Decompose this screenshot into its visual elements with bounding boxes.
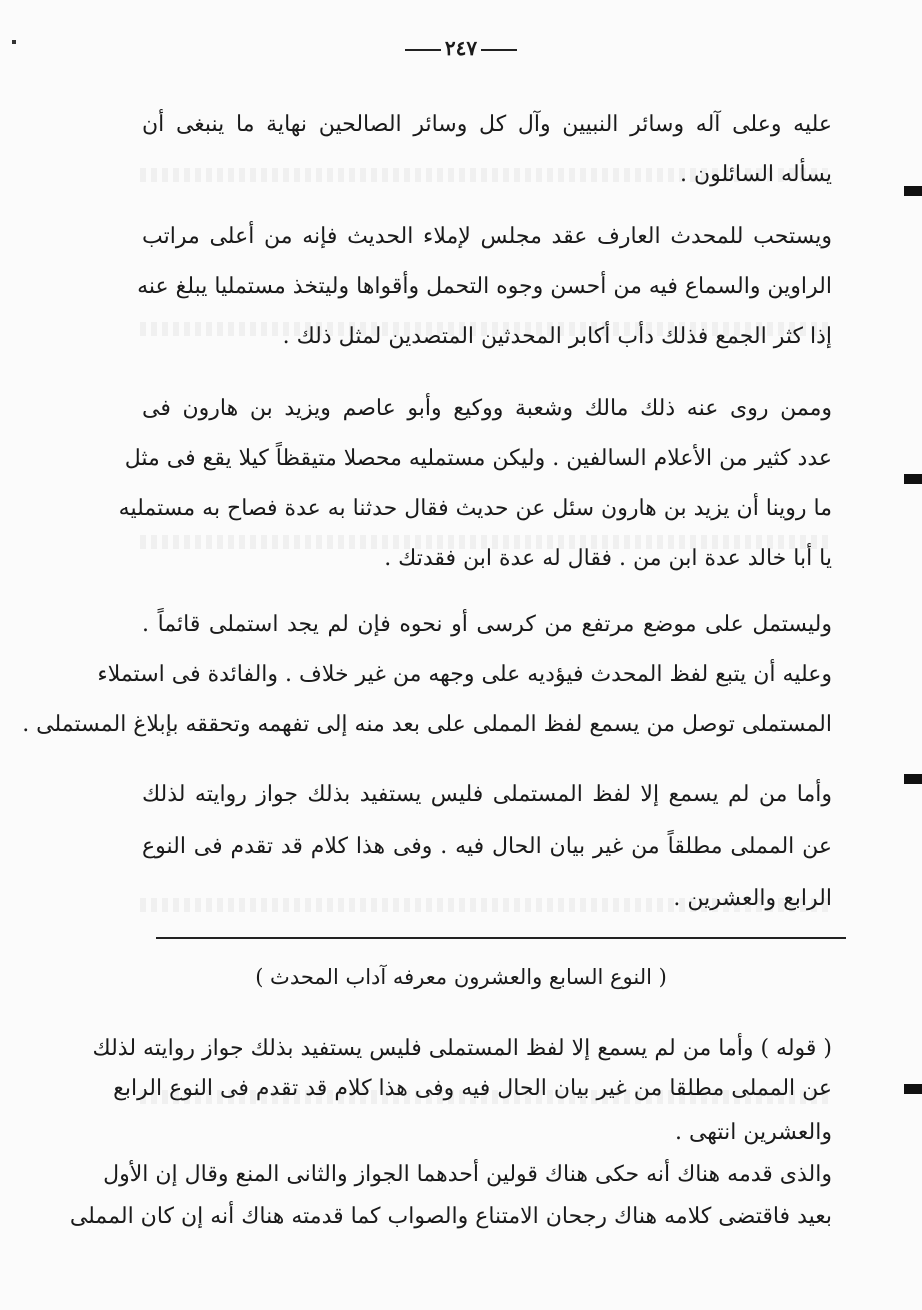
body-line: وليستمل على موضع مرتفع من كرسى أو نحوه فإن لم يجد استملى قائماً . xyxy=(142,612,832,637)
body-line: الراوين والسماع فيه من أحسن وجوه التحمل وأقواها وليتخذ مستمليا يبلغ عنه xyxy=(137,274,832,299)
section-heading: ( النوع السابع والعشرون معرفه آداب المحدث ) xyxy=(255,965,667,989)
page-number-text: ٢٤٧ xyxy=(444,36,478,60)
body-line: عن المملى مطلقاً من غير بيان الحال فيه . وفى هذا كلام قد تقدم فى النوع xyxy=(142,834,832,859)
body-line: ما روينا أن يزيد بن هارون سئل عن حديث فقال حدثنا به عدة فصاح به مستمليه xyxy=(118,496,832,521)
commentary-line: والعشرين انتهى . xyxy=(674,1120,832,1145)
body-line: إذا كثر الجمع فذلك دأب أكابر المحدثين المتصدين لمثل ذلك . xyxy=(282,324,832,349)
scan-edge-mark xyxy=(904,186,922,196)
body-line: المستملى توصل من يسمع لفظ المملى على بعد منه إلى تفهمه وتحققه بإبلاغ المستملى . xyxy=(22,712,832,737)
body-line: عليه وعلى آله وسائر النبيين وآل كل وسائر الصالحين نهاية ما ينبغى أن xyxy=(142,112,832,137)
commentary-line: عن المملى مطلقا من غير بيان الحال فيه وفى هذا كلام قد تقدم فى النوع الرابع xyxy=(113,1076,832,1101)
body-line: عدد كثير من الأعلام السالفين . وليكن مستمليه محصلا متيقظاً كيلا يقع فى مثل xyxy=(124,446,832,471)
page-number-dash-right xyxy=(481,49,517,51)
body-line: الرابع والعشرين . xyxy=(673,886,832,911)
body-line: وأما من لم يسمع إلا لفظ المستملى فليس يستفيد بذلك جواز روايته لذلك xyxy=(142,782,832,807)
scan-edge-mark xyxy=(904,774,922,784)
commentary-line: بعيد فاقتضى كلامه هناك رجحان الامتناع والصواب كما قدمته هناك أنه إن كان المملى xyxy=(69,1204,832,1229)
section-divider xyxy=(156,937,846,939)
commentary-line: والذى قدمه هناك أنه حكى هناك قولين أحدهما الجواز والثانى المنع وقال إن الأول xyxy=(103,1162,832,1187)
scan-edge-mark xyxy=(904,474,922,484)
page-number xyxy=(0,36,922,60)
body-line: وممن روى عنه ذلك مالك وشعبة ووكيع وأبو عاصم ويزيد بن هارون فى xyxy=(142,396,832,421)
commentary-line: ( قوله ) وأما من لم يسمع إلا لفظ المستملى فليس يستفيد بذلك جواز روايته لذلك xyxy=(92,1036,832,1061)
body-line: يسأله السائلون . xyxy=(679,162,832,187)
page-number-dash-left xyxy=(405,49,441,51)
body-line: ويستحب للمحدث العارف عقد مجلس لإملاء الحديث فإنه من أعلى مراتب xyxy=(142,224,832,249)
body-line: وعليه أن يتبع لفظ المحدث فيؤديه على وجهه من غير خلاف . والفائدة فى استملاء xyxy=(97,662,832,687)
body-line: يا أبا خالد عدة ابن من . فقال له عدة ابن فقدتك . xyxy=(384,546,832,571)
scan-edge-mark xyxy=(904,1084,922,1094)
